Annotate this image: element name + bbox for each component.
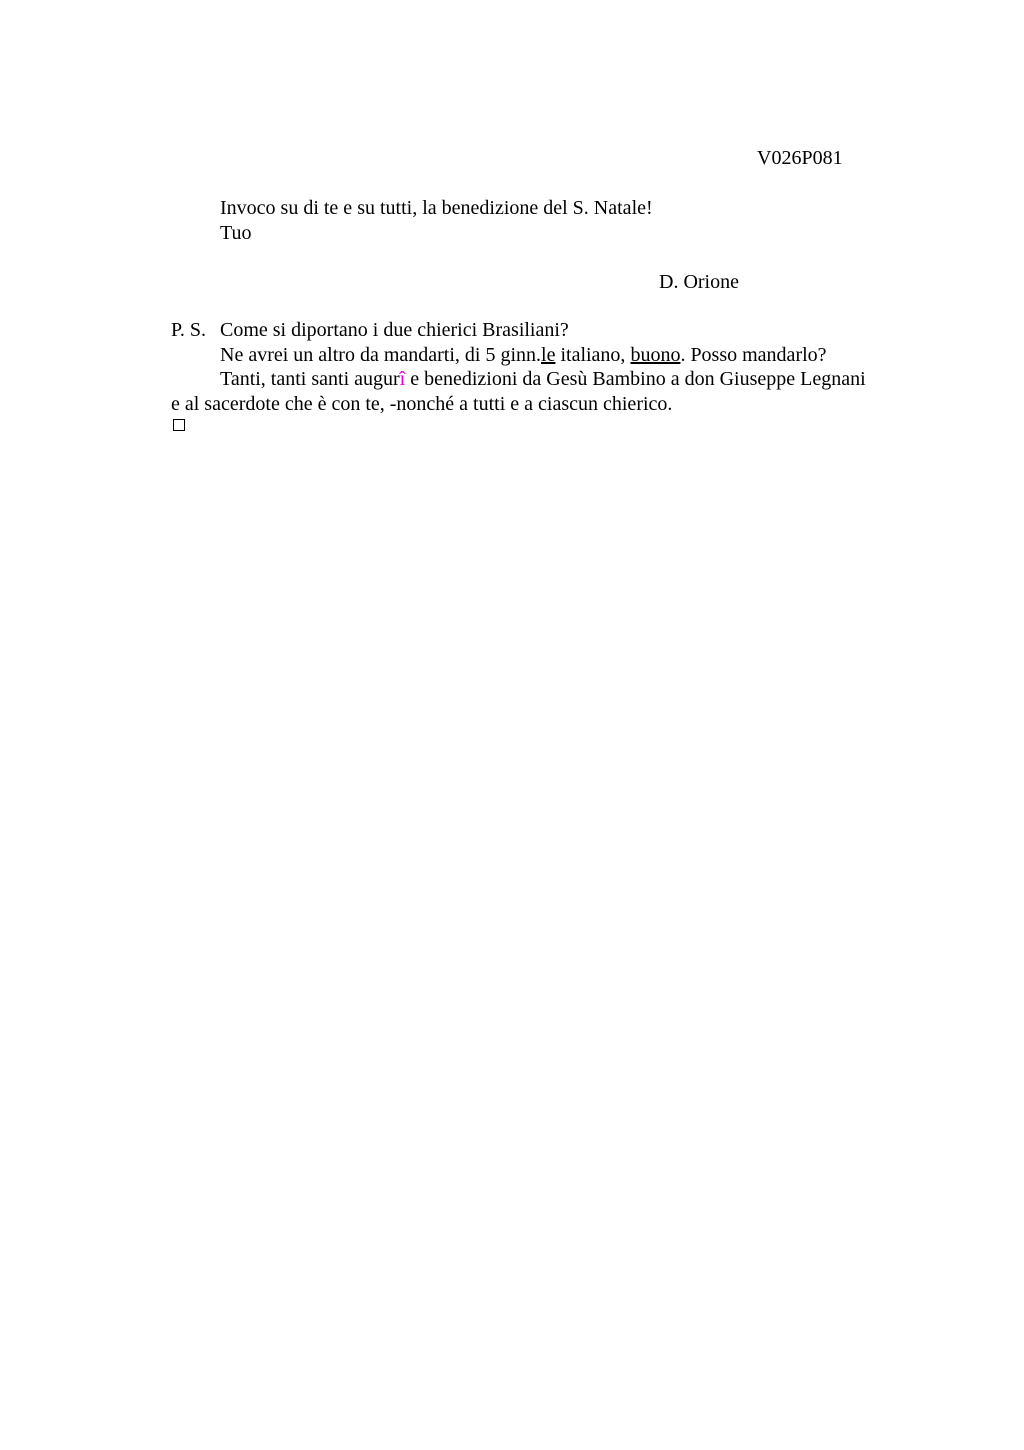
ps2-underlined-le: le bbox=[541, 344, 556, 366]
ps3-text-b: e benedizioni da Gesù Bambino a don Giuseppe Legnani bbox=[405, 368, 866, 390]
page-identifier: V026P081 bbox=[757, 147, 843, 169]
ps2-text-b: italiano, bbox=[555, 344, 631, 366]
postscript-label: P. S. bbox=[171, 319, 207, 341]
postscript-line-2 bbox=[220, 343, 827, 367]
ps2-text-c: . Posso mandarlo? bbox=[680, 344, 827, 366]
signature: D. Orione bbox=[659, 271, 739, 293]
postscript-line-4: e al sacerdote che è con te, -nonché a tutti e a ciascun chierico. bbox=[171, 393, 673, 415]
ps3-highlighted-char: î bbox=[399, 368, 406, 390]
ps2-underlined-buono: buono bbox=[630, 344, 681, 366]
ps2-text-a: Ne avrei un altro da mandarti, di 5 ginn. bbox=[220, 344, 542, 366]
postscript-line-3 bbox=[220, 367, 866, 391]
ps3-text-a: Tanti, tanti santi augur bbox=[220, 368, 400, 390]
square-outline-icon bbox=[173, 419, 185, 431]
closing-tuo: Tuo bbox=[220, 222, 252, 244]
postscript-line-1: Come si diportano i due chierici Brasiliani? bbox=[220, 319, 569, 341]
closing-blessing: Invoco su di te e su tutti, la benedizione del S. Natale! bbox=[220, 197, 653, 219]
